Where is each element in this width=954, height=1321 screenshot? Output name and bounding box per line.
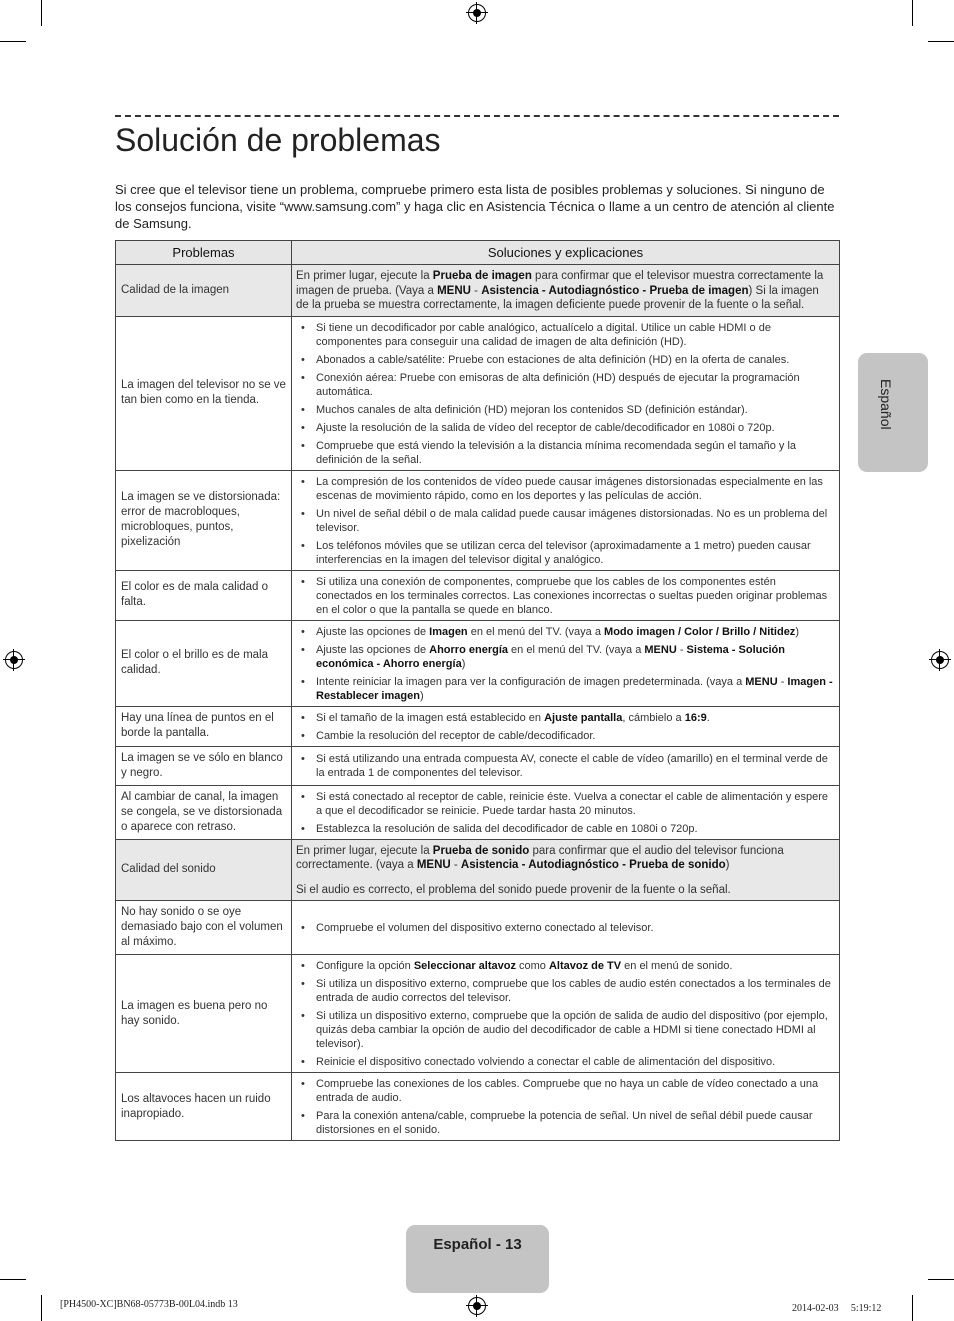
solution-text: en el menú del TV. (vaya a [467,625,605,638]
page-title: Solución de problemas [115,122,441,158]
solution-bold-text: Altavoz de TV [548,960,622,972]
crop-mark [0,1279,26,1280]
solution-bold-text: Asistencia - Autodiagnóstico - Prueba de sonido [460,859,726,871]
solution-text: - [470,284,482,297]
solution-bullet [296,959,833,973]
solution-cell [292,785,840,839]
solution-bullet: • Compruebe que está viendo la televisión a la distancia mínima recomendada según el tamaño y la definición de la señal. [296,439,833,467]
crop-mark [912,0,913,26]
solution-bold-text: Imagen - Restablecer imagen [316,675,833,702]
solution-bold-text: Ahorro energía [429,643,508,656]
solution-text: Si el tamaño de la imagen está establecido en [316,711,545,724]
column-header-problems: Problemas [116,241,292,265]
problem-cell: La imagen del televisor no se ve tan bien como en la tienda. [116,316,292,470]
solution-text: . [706,711,710,724]
solution-text: ) [725,859,730,871]
problem-cell: No hay sonido o se oye demasiado bajo con el volumen al máximo. [116,901,292,955]
crop-mark [41,0,42,26]
registration-mark-icon [468,4,486,22]
solution-bold-text: MENU [644,643,677,656]
solution-text: en el menú del TV. (vaya a [508,643,645,656]
footer-file-name: [PH4500-XC]BN68-05773B-00L04.indb 13 [60,1299,238,1310]
solution-bullet: • Establezca la resolución de salida del decodificador de cable en 1080i o 720p. [296,822,833,836]
solution-text: En primer lugar, ejecute la [296,270,433,282]
solution-bullet: • Si utiliza un dispositivo externo, compruebe que los cables de audio estén conectados a los terminales de entrada de audio correctos del televisor. [296,977,833,1005]
solution-bold-text: Prueba de imagen [432,270,532,282]
solution-cell [292,955,840,1073]
solution-text: ) [419,689,424,702]
troubleshooting-table [115,240,840,1141]
registration-mark-icon [5,651,23,669]
registration-mark-icon [931,651,949,669]
solution-bullet: • Reinicie el dispositivo conectado volviendo a conectar el cable de alimentación del dispositivo. [296,1055,833,1069]
solution-bold-text: Sistema - Solución económica - Ahorro energía [316,643,785,670]
problem-cell: La imagen se ve distorsionada: error de macrobloques, microbloques, puntos, pixelización [116,470,292,570]
problem-cell: Hay una línea de puntos en el borde la pantalla. [116,706,292,746]
solution-bullet: • Para la conexión antena/cable, compruebe la potencia de señal. Un nivel de señal débil puede causar distorsiones en el sonido. [296,1109,833,1137]
solution-text: , cámbielo a [622,711,685,724]
solution-bold-text: Prueba de sonido [432,844,530,857]
table-row [116,620,840,706]
table-row [116,470,840,570]
table-row [116,265,840,317]
problem-cell: El color es de mala calidad o falta. [116,570,292,620]
problem-cell: La imagen es buena pero no hay sonido. [116,955,292,1073]
solution-bold-text: MENU [416,859,451,871]
problem-cell: La imagen se ve sólo en blanco y negro. [116,746,292,785]
solution-cell [292,1073,840,1141]
table-row [116,570,840,620]
language-tab-label: Español [878,379,894,430]
solution-bold-text: 16:9 [684,711,707,724]
problem-cell: Calidad del sonido [116,839,292,901]
solution-text: para confirmar que el audio del televisor funciona correctamente. (vaya a [296,844,784,871]
table-row [116,785,840,839]
solution-bullet: • Si está conectado al receptor de cable, reinicie éste. Vuelva a conectar el cable de alimentación y espere a que el decodificador se reinicie. Puede tardar hasta 20 minutos. [296,790,833,818]
solution-bullet [296,711,833,725]
page-number-box [406,1225,549,1293]
solution-bullet: • Ajuste la resolución de la salida de vídeo del receptor de cable/decodificador en 1080i o 720p. [296,421,833,435]
solution-bold-text: MENU [745,675,778,688]
solution-bold-text: Modo imagen / Color / Brillo / Nitidez [604,625,796,638]
solution-bold-text: Seleccionar altavoz [413,960,516,972]
crop-mark [912,1295,913,1321]
solution-cell [292,901,840,955]
solution-text: Ajuste las opciones de [316,643,430,656]
table-row [116,1073,840,1141]
problem-cell: Al cambiar de canal, la imagen se congela, se ve distorsionada o aparece con retraso. [116,785,292,839]
solution-cell [292,570,840,620]
solution-bullet [296,625,833,639]
table-row [116,901,840,955]
table-header-row [116,241,840,265]
intro-paragraph: Si cree que el televisor tiene un problema, compruebe primero esta lista de posibles problemas y soluciones. Si ninguno de los consejos funciona, visite “www.samsung.com” y haga clic en Asistencia Técnica o llame a un centro de atención al cliente de Samsung. [115,182,835,231]
solution-bullet [296,643,833,671]
solution-bold-text: Imagen [429,625,468,638]
solution-text: ) Si la imagen de la prueba se muestra correctamente, la imagen deficiente puede provenir de la fuente o la señal. [296,284,819,311]
crop-mark [928,41,954,42]
problem-cell: Calidad de la imagen [116,265,292,317]
solution-text: En primer lugar, ejecute la [296,844,433,857]
solution-bullet: • Si está utilizando una entrada compuesta AV, conecte el cable de vídeo (amarillo) en el terminal verde de la entrada 1 de componentes del televisor. [296,752,833,780]
solution-bullet: • Un nivel de señal débil o de mala calidad puede causar imágenes distorsionadas. No es un problema del televisor. [296,507,833,535]
solution-cell [292,620,840,706]
solution-cell [292,265,840,317]
solution-bullet: • Compruebe el volumen del dispositivo externo conectado al televisor. [296,921,833,935]
solution-bullet: • Los teléfonos móviles que se utilizan cerca del televisor (aproximadamente a 1 metro) pueden causar interferencias en la imagen del televisor digital y analógico. [296,539,833,567]
crop-mark [0,41,26,42]
solution-cell [292,839,840,901]
solution-cell [292,706,840,746]
solution-text: en el menú de sonido. [621,960,733,972]
solution-bullet: • Conexión aérea: Pruebe con emisoras de alta definición (HD) después de ejecutar la programación automática. [296,371,833,399]
table-row [116,839,840,901]
column-header-solutions: Soluciones y explicaciones [292,241,840,265]
table-row [116,706,840,746]
solution-text: ) [795,625,799,638]
page-number: Español - 13 [433,1236,522,1253]
language-side-tab [858,353,928,472]
solution-text: Configure la opción [316,960,414,972]
solution-cell [292,316,840,470]
solution-bullet: • Si utiliza un dispositivo externo, compruebe que la opción de salida de audio del dispositivo (por ejemplo, quizás deba cambiar la opción de audio del decodificador de cable a HDMI si tiene conectado HDMI al televisor). [296,1009,833,1051]
table-row [116,746,840,785]
problem-cell: El color o el brillo es de mala calidad. [116,620,292,706]
solution-cell [292,470,840,570]
solution-bold-text: Asistencia - Autodiagnóstico - Prueba de imagen [481,284,749,297]
title-divider [115,115,839,117]
table-row [116,955,840,1073]
crop-mark [928,1279,954,1280]
solution-bold-text: MENU [437,284,471,297]
crop-mark [41,1295,42,1321]
solution-text: - [450,859,461,871]
solution-bold-text: Ajuste pantalla [544,711,623,724]
problem-cell: Los altavoces hacen un ruido inapropiado. [116,1073,292,1141]
solution-bullet: • Compruebe las conexiones de los cables. Compruebe que no haya un cable de vídeo conectado a una entrada de audio. [296,1077,833,1105]
solution-text: como [515,960,549,972]
solution-bullet: • Cambie la resolución del receptor de cable/decodificador. [296,729,833,743]
solution-text: para confirmar que el televisor muestra correctamente la imagen de prueba. (Vaya a [296,270,824,297]
solution-text: ) [461,657,466,670]
solution-text: Ajuste las opciones de [316,625,430,638]
solution-bullet: • Muchos canales de alta definición (HD) mejoran los contenidos SD (definición estándar). [296,403,833,417]
solution-cell [292,746,840,785]
solution-text: Si el audio es correcto, el problema del sonido puede provenir de la fuente o la señal. [296,883,731,896]
solution-bullet: • Si tiene un decodificador por cable analógico, actualícelo a digital. Utilice un cable HDMI o de componentes para conseguir una calidad de imagen de alta definición (HD). [296,321,833,349]
solution-bullet [296,675,833,703]
solution-bullet: • La compresión de los contenidos de vídeo puede causar imágenes distorsionadas especialmente en las escenas de movimiento rápido, como en los deportes y las películas de acción. [296,475,833,503]
solution-text: Intente reiniciar la imagen para ver la configuración de imagen predeterminada. (vaya a [316,675,746,688]
registration-mark-icon [468,1297,486,1315]
table-row [116,316,840,470]
solution-text: - [777,675,788,688]
solution-text: - [676,643,687,656]
solution-bullet: • Si utiliza una conexión de componentes, compruebe que los cables de los componentes estén conectados en los terminales correctos. Las conexiones incorrectas o sueltas pueden originar problemas en el color o que la pantalla se quede en blanco. [296,575,833,617]
solution-bullet: • Abonados a cable/satélite: Pruebe con estaciones de alta definición (HD) en la oferta de canales. [296,353,833,367]
footer-timestamp: 2014-02-03 ﾠ5:19:12 [792,1303,882,1314]
